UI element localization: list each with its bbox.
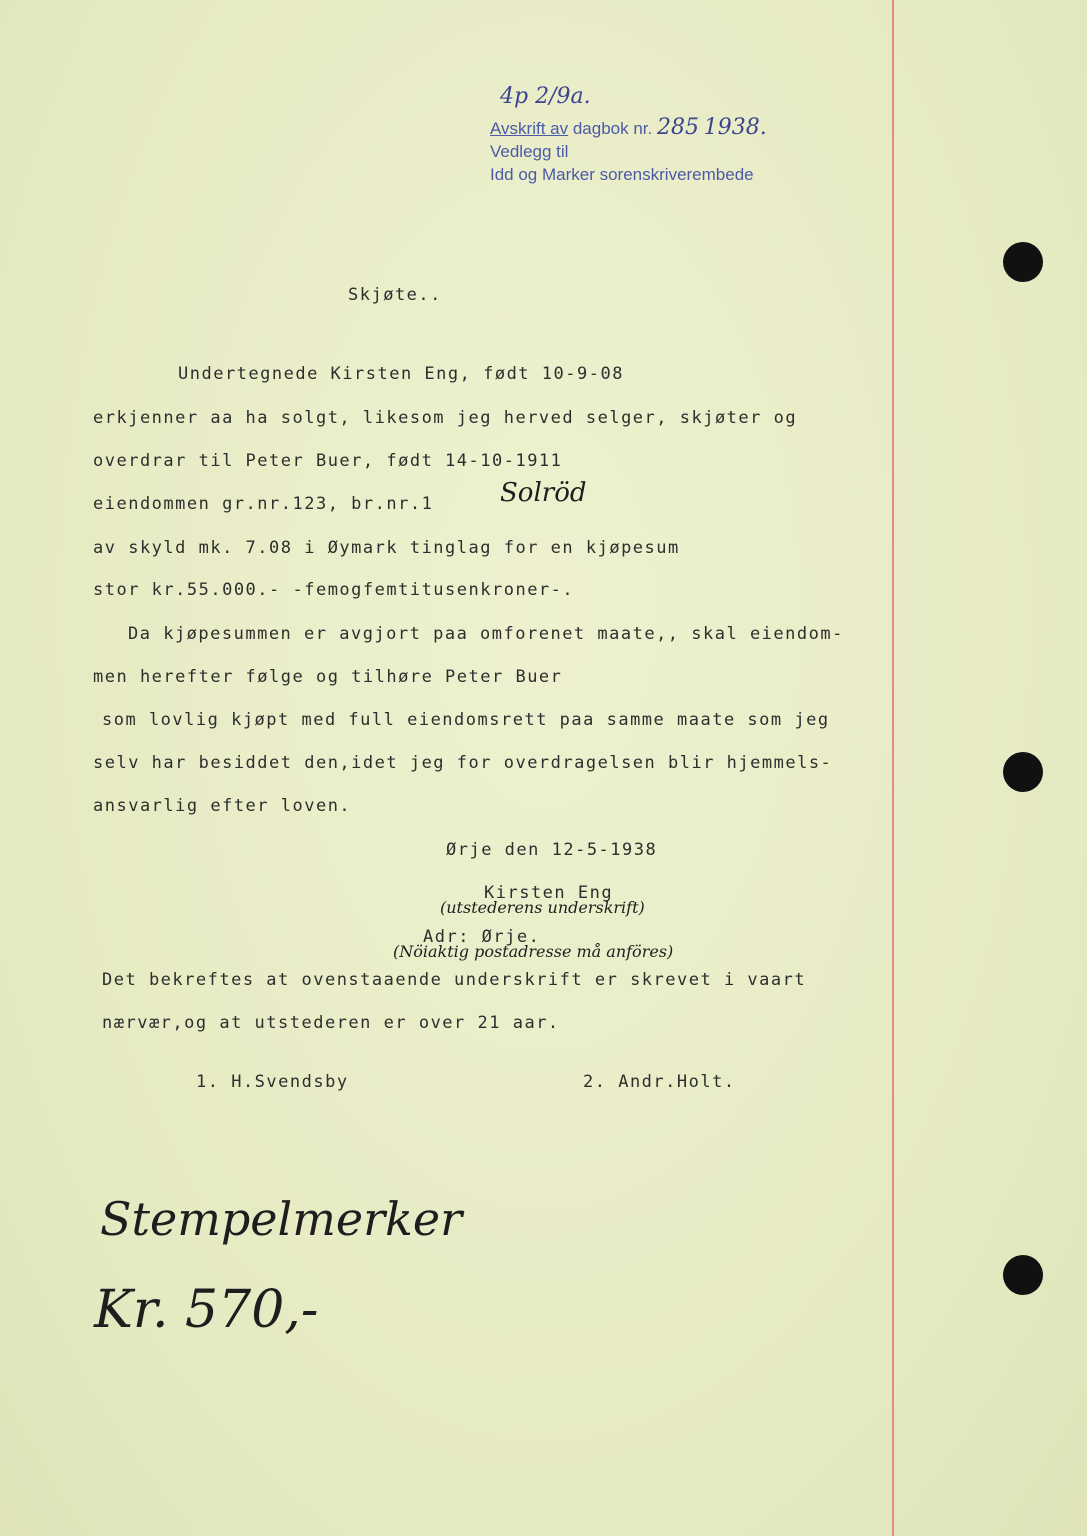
stamp-note-amount: Kr. 570,- <box>94 1280 319 1340</box>
stamp-line-3: Idd og Marker sorenskriverembede <box>490 165 754 184</box>
body-line: men herefter følge og tilhøre Peter Buer <box>93 667 563 687</box>
place-date: Ørje den 12-5-1938 <box>446 840 658 860</box>
address-note-handwritten: (Nöiaktig postadresse må anföres) <box>393 942 674 961</box>
handwritten-ref-text: 4p 2/9a. <box>500 84 591 109</box>
stamp-note-label: Stempelmerker <box>100 1192 463 1246</box>
body-line: selv har besiddet den,idet jeg for overdragelsen blir hjemmels- <box>93 753 833 773</box>
body-line: Da kjøpesummen er avgjort paa omforenet maate,, skal eiendom- <box>128 624 844 644</box>
margin-line <box>892 0 894 1536</box>
property-name-handwritten: Solröd <box>500 478 587 508</box>
body-line: som lovlig kjøpt med full eiendomsrett paa samme maate som jeg <box>102 710 830 730</box>
body-line: erkjenner aa ha solgt, likesom jeg herved selger, skjøter og <box>93 408 798 428</box>
witness-2: 2. Andr.Holt. <box>583 1072 736 1092</box>
document-title: Skjøte.. <box>348 285 442 305</box>
punch-hole <box>1003 1255 1043 1295</box>
stamp-dagbok: dagbok nr. <box>572 119 653 138</box>
body-line: ansvarlig efter loven. <box>93 796 352 816</box>
attestation-line: nærvær,og at utstederen er over 21 aar. <box>102 1013 560 1033</box>
body-line: stor kr.55.000.- -femogfemtitusenkroner-. <box>93 580 575 600</box>
body-line: Undertegnede Kirsten Eng, født 10-9-08 <box>178 364 624 384</box>
dagbok-year: 1938. <box>703 115 767 140</box>
punch-hole <box>1003 242 1043 282</box>
body-line: eiendommen gr.nr.123, br.nr.1 <box>93 494 434 514</box>
address-line: Adr: Ørje. <box>423 927 541 947</box>
witness-1: 1. H.Svendsby <box>196 1072 349 1092</box>
signatory-name: Kirsten Eng <box>484 883 614 903</box>
handwritten-reference <box>500 86 591 109</box>
dagbok-number: 285 <box>656 115 699 140</box>
signature-note-handwritten: (utstederens underskrift) <box>440 898 645 917</box>
stamp-line-1 <box>490 117 767 140</box>
stamp-line-2: Vedlegg til <box>490 142 569 161</box>
punch-hole <box>1003 752 1043 792</box>
stamp-avskrift: Avskrift av <box>490 119 569 138</box>
body-line: av skyld mk. 7.08 i Øymark tinglag for en kjøpesum <box>93 538 680 558</box>
body-line: overdrar til Peter Buer, født 14-10-1911 <box>93 451 563 471</box>
attestation-line: Det bekreftes at ovenstaaende underskrift er skrevet i vaart <box>102 970 807 990</box>
